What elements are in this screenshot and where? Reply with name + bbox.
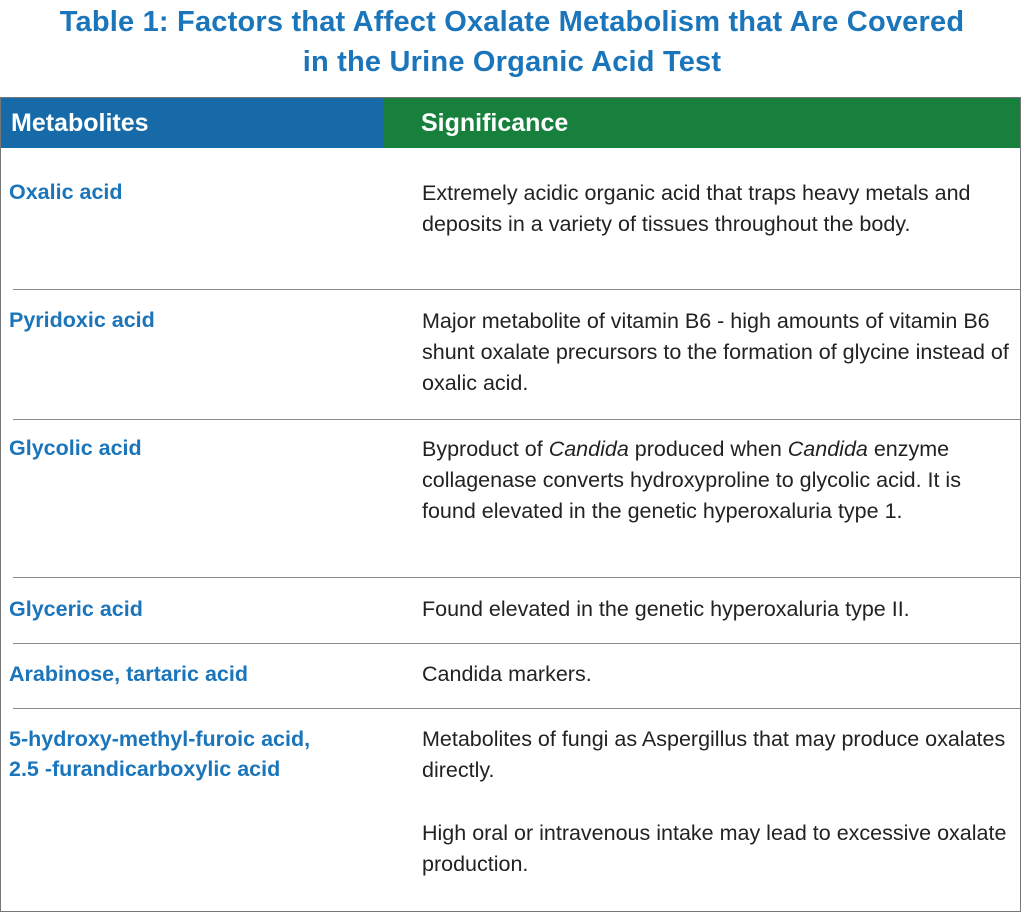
header-cell-metabolites xyxy=(1,98,383,148)
row-divider xyxy=(13,708,1020,709)
significance-text: Metabolites of fungi as Aspergillus that may produce oxalates directly. xyxy=(422,727,1006,782)
significance-text: Found elevated in the genetic hyperoxaluria type II. xyxy=(422,597,910,621)
table-title-line-2: in the Urine Organic Acid Test xyxy=(302,46,722,78)
metabolites-table xyxy=(0,97,1021,912)
significance-italic-candida: Candida xyxy=(548,437,629,461)
significance-text-part: Byproduct of xyxy=(422,437,549,461)
significance-text xyxy=(422,434,1017,527)
metabolite-name-line: 2.5 -furandicarboxylic acid xyxy=(9,757,281,781)
metabolite-name: Glyceric acid xyxy=(9,597,143,621)
metabolite-name: Arabinose, tartaric acid xyxy=(9,662,248,686)
significance-text: Major metabolite of vitamin B6 - high amounts of vitamin B6 shunt oxalate precursors to the formation of glycine instead of oxalic acid. xyxy=(422,309,1009,395)
metabolite-name: Oxalic acid xyxy=(9,180,123,204)
metabolite-name: Pyridoxic acid xyxy=(9,308,155,332)
header-label-metabolites: Metabolites xyxy=(11,109,149,137)
row-divider xyxy=(13,289,1020,290)
header-cell-significance xyxy=(383,98,1020,148)
metabolite-name: Glycolic acid xyxy=(9,436,142,460)
significance-text: Candida markers. xyxy=(422,662,592,686)
header-label-significance: Significance xyxy=(421,109,569,137)
significance-italic-candida: Candida xyxy=(787,437,868,461)
significance-text-part: produced when xyxy=(628,437,788,461)
significance-text: Extremely acidic organic acid that traps heavy metals and deposits in a variety of tissues throughout the body. xyxy=(422,181,971,236)
table-title xyxy=(0,0,1024,82)
metabolite-name xyxy=(9,724,399,784)
row-divider xyxy=(13,419,1020,420)
significance-text: High oral or intravenous intake may lead to excessive oxalate production. xyxy=(422,821,1007,876)
row-divider xyxy=(13,643,1020,644)
metabolite-name-line: 5-hydroxy-methyl-furoic acid, xyxy=(9,727,311,751)
table-title-line-1: Table 1: Factors that Affect Oxalate Metabolism that Are Covered xyxy=(59,6,965,38)
row-divider xyxy=(13,577,1020,578)
table-header xyxy=(1,98,1020,148)
significance-text-part: enzyme collagenase converts hydroxyproline to glycolic acid. It is found elevated in the genetic hyperoxaluria type 1. xyxy=(422,437,961,523)
